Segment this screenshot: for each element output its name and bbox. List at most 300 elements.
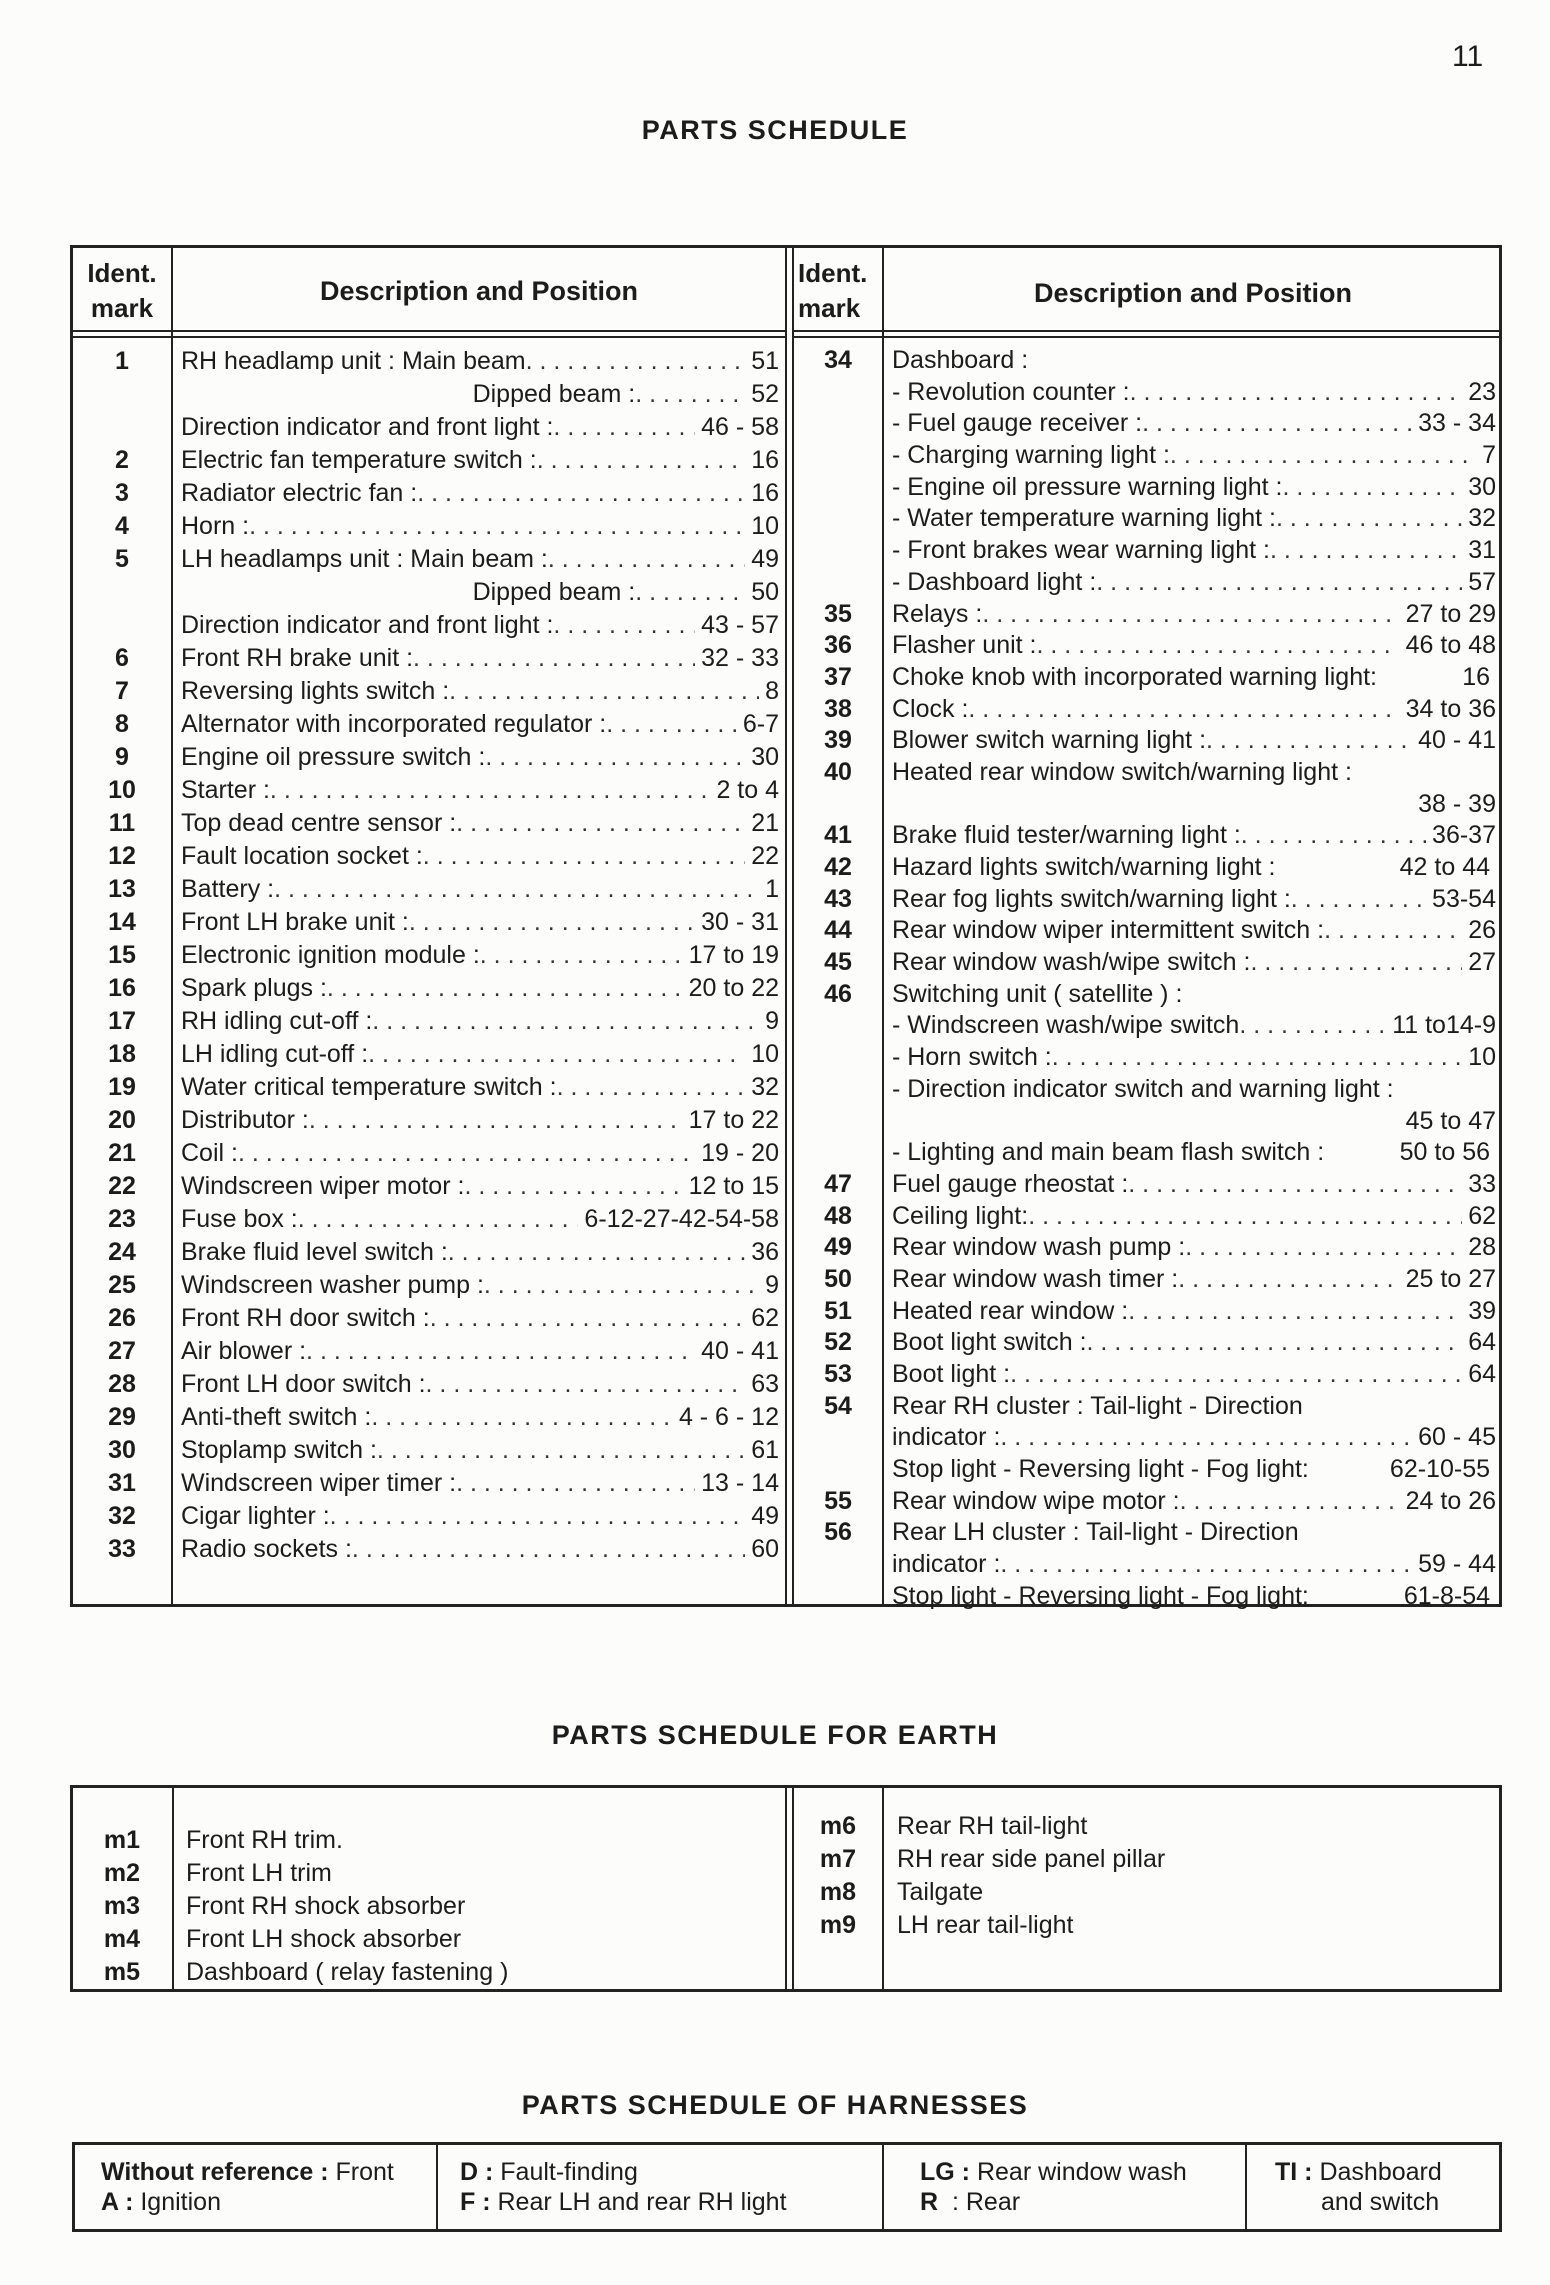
leader-dots — [485, 741, 745, 774]
ident-mark: 3 — [115, 479, 129, 507]
ident-mark: 33 — [108, 1535, 136, 1563]
ident-mark — [794, 472, 882, 504]
part-description: - Charging warning light : — [892, 441, 1170, 470]
ident-mark: 30 — [108, 1436, 136, 1464]
earth-location: Front LH shock absorber — [186, 1925, 462, 1953]
leader-dots — [548, 543, 745, 576]
leader-dots — [968, 694, 1399, 726]
earth-location: Front RH shock absorber — [186, 1892, 466, 1920]
schedule-row — [73, 1269, 785, 1302]
schedule-row — [73, 972, 785, 1005]
leader-dots — [413, 642, 695, 675]
earth-mark: m3 — [103, 1892, 141, 1920]
leader-dots — [1052, 1042, 1462, 1074]
leader-dots — [982, 599, 1399, 631]
schedule-row — [73, 576, 785, 609]
part-description: Front RH brake unit : — [181, 644, 414, 672]
ident-mark: 11 — [108, 809, 136, 837]
earth-location: Front LH trim — [186, 1859, 332, 1887]
ident-mark: 12 — [108, 842, 136, 870]
schedule-row — [73, 1038, 785, 1071]
leader-dots — [327, 972, 683, 1005]
schedule-row — [794, 535, 1502, 567]
ident-mark: 40 — [824, 757, 852, 786]
part-description: Rear window wash/wipe switch : — [892, 948, 1251, 977]
page-reference: 20 to 22 — [688, 974, 779, 1002]
leader-dots — [1180, 1486, 1400, 1518]
schedule-row — [73, 1335, 785, 1368]
page-reference: 7 — [1482, 441, 1496, 470]
page-reference: 34 to 36 — [1405, 694, 1496, 723]
left-description-header: Description and Position — [319, 276, 639, 306]
page-reference: 13 - 14 — [701, 1469, 779, 1497]
ident-mark — [73, 411, 171, 444]
page-reference: 1 — [765, 875, 779, 903]
page-reference: 11 to14-9 — [1392, 1011, 1496, 1040]
ident-mark: 19 — [108, 1073, 136, 1101]
earth-row — [794, 1843, 1502, 1876]
schedule-row — [73, 1203, 785, 1236]
page-reference: 49 — [751, 1502, 779, 1530]
ident-mark: 22 — [108, 1172, 136, 1200]
leader-dots — [372, 1005, 759, 1038]
harness-key: Without reference : — [101, 2158, 329, 2186]
leader-dots — [1010, 1359, 1462, 1391]
leader-dots — [1241, 820, 1426, 852]
page-reference: 62 — [751, 1304, 779, 1332]
page-reference: 59 - 44 — [1418, 1550, 1496, 1579]
page-reference: 25 to 27 — [1405, 1264, 1496, 1293]
page-reference: 16 — [751, 446, 779, 474]
ident-mark: 4 — [115, 512, 129, 540]
part-description: Rear window wiper intermittent switch : — [892, 916, 1325, 945]
earth-mark: m5 — [103, 1958, 141, 1986]
earth-mark: m2 — [103, 1859, 141, 1887]
leader-dots — [409, 906, 695, 939]
leader-dots — [1170, 440, 1476, 472]
leader-dots — [1096, 567, 1462, 599]
leader-dots — [417, 477, 745, 510]
page-reference: 64 — [1468, 1328, 1496, 1357]
ident-mark: 27 — [108, 1337, 136, 1365]
schedule-row — [794, 1106, 1502, 1138]
schedule-row — [73, 1500, 785, 1533]
earth-row — [794, 1810, 1502, 1843]
page-reference: 62-10-55 — [1389, 1455, 1490, 1484]
leader-dots — [606, 708, 737, 741]
leader-dots — [1185, 1232, 1462, 1264]
page-reference: 40 - 41 — [1418, 726, 1496, 755]
page-reference: 45 to 47 — [1405, 1106, 1496, 1135]
ident-mark: 31 — [108, 1469, 136, 1497]
harness-key: LG : — [920, 2158, 970, 2186]
earth-location: RH rear side panel pillar — [897, 1845, 1166, 1873]
part-description: Radiator electric fan : — [181, 479, 418, 507]
ident-mark: 55 — [824, 1486, 852, 1515]
part-description: Heated rear window : — [892, 1296, 1129, 1325]
page-reference: 33 — [1468, 1169, 1496, 1198]
part-description: Air blower : — [181, 1337, 307, 1365]
ident-mark: 35 — [824, 599, 852, 628]
part-description: Choke knob with incorporated warning light: — [892, 662, 1377, 691]
schedule-row — [794, 884, 1502, 916]
schedule-row — [73, 642, 785, 675]
ident-mark: 14 — [108, 908, 136, 936]
part-description: - Engine oil pressure warning light : — [892, 472, 1283, 501]
part-description: Electronic ignition module : — [181, 941, 480, 969]
ident-mark: 56 — [824, 1518, 852, 1547]
part-description: Top dead centre sensor : — [181, 809, 457, 837]
ident-mark: 36 — [824, 631, 852, 660]
part-description: Cigar lighter : — [181, 1502, 330, 1530]
ident-mark — [794, 1454, 882, 1486]
part-description: LH idling cut-off : — [181, 1040, 369, 1068]
schedule-row — [794, 377, 1502, 409]
leader-dots — [1130, 377, 1463, 409]
ident-mark: 38 — [824, 694, 852, 723]
earth-location: Dashboard ( relay fastening ) — [186, 1958, 509, 1986]
page-reference: 63 — [751, 1370, 779, 1398]
part-description: Dipped beam : — [472, 380, 636, 408]
parts-schedule-table — [70, 245, 1502, 1610]
ident-mark — [794, 535, 882, 567]
part-description: Rear window wipe motor : — [892, 1486, 1180, 1515]
ident-mark: 16 — [108, 974, 136, 1002]
leader-dots — [635, 576, 745, 609]
earth-mark: m9 — [819, 1911, 857, 1939]
ident-mark: 18 — [108, 1040, 136, 1068]
part-description: Windscreen wiper motor : — [181, 1172, 465, 1200]
earth-row — [73, 1890, 785, 1923]
schedule-row — [73, 609, 785, 642]
schedule-row — [794, 503, 1502, 535]
ident-mark — [794, 1422, 882, 1454]
leader-dots — [1239, 1010, 1386, 1042]
page-reference: 53-54 — [1432, 884, 1496, 913]
schedule-row — [73, 345, 785, 378]
schedule-row — [794, 567, 1502, 599]
ident-mark: 54 — [824, 1391, 852, 1420]
left-rows — [73, 345, 785, 1566]
harness-key: TI : — [1275, 2158, 1313, 2186]
leader-dots — [274, 873, 759, 906]
leader-dots — [456, 1467, 695, 1500]
schedule-row — [73, 411, 785, 444]
part-description: - Front brakes wear warning light : — [892, 536, 1270, 565]
schedule-row — [73, 873, 785, 906]
part-description: Coil : — [181, 1139, 238, 1167]
schedule-row — [73, 1236, 785, 1269]
ident-mark — [794, 789, 882, 821]
part-description: - Direction indicator switch and warning light : — [892, 1074, 1394, 1103]
schedule-row — [794, 1169, 1502, 1201]
schedule-row — [794, 1201, 1502, 1233]
ident-mark — [73, 609, 171, 642]
schedule-row — [73, 774, 785, 807]
page-reference: 9 — [765, 1271, 779, 1299]
right-ident-header: Ident. mark — [798, 258, 868, 323]
part-description: - Revolution counter : — [892, 377, 1130, 406]
leader-dots — [526, 345, 746, 378]
leader-dots — [1128, 1169, 1462, 1201]
part-description: RH idling cut-off : — [181, 1007, 373, 1035]
earth-row — [794, 1909, 1502, 1942]
part-description: Rear window wash pump : — [892, 1233, 1186, 1262]
part-description: - Horn switch : — [892, 1043, 1052, 1072]
page-reference: 61 — [751, 1436, 779, 1464]
ident-mark: 13 — [108, 875, 136, 903]
page-reference: 6-7 — [742, 710, 779, 738]
page-reference: 19 - 20 — [701, 1139, 779, 1167]
part-description: Boot light : — [892, 1360, 1011, 1388]
harness-cell-front-ignition — [101, 2145, 431, 2229]
part-description: Stop light - Reversing light - Fog light: — [892, 1581, 1309, 1610]
ident-mark — [794, 408, 882, 440]
page-reference: 40 - 41 — [701, 1337, 779, 1365]
page-reference: 50 — [751, 578, 779, 606]
schedule-row — [73, 1302, 785, 1335]
leader-dots — [553, 609, 695, 642]
leader-dots — [1087, 1327, 1463, 1359]
part-description: - Lighting and main beam flash switch : — [892, 1138, 1325, 1167]
ident-mark: 6 — [115, 644, 129, 672]
part-description: Ceiling light: — [892, 1201, 1029, 1230]
schedule-row — [794, 947, 1502, 979]
leader-dots — [537, 444, 745, 477]
part-description: Rear RH cluster : Tail-light - Direction — [892, 1391, 1303, 1420]
earth-mark: m6 — [819, 1812, 857, 1840]
part-description: Fuel gauge rheostat : — [892, 1169, 1129, 1198]
part-description: Electric fan temperature switch : — [181, 446, 537, 474]
schedule-row — [794, 1010, 1502, 1042]
harness-key: R — [920, 2188, 939, 2216]
part-description: Rear LH cluster : Tail-light - Direction — [892, 1518, 1299, 1547]
schedule-row — [73, 1104, 785, 1137]
leader-dots — [1000, 1422, 1412, 1454]
page-reference: 30 - 31 — [701, 908, 779, 936]
part-description: Engine oil pressure switch : — [181, 743, 486, 771]
schedule-row — [794, 725, 1502, 757]
part-description: Distributor : — [181, 1106, 309, 1134]
leader-dots — [553, 411, 695, 444]
harness-value: Ignition — [140, 2188, 221, 2216]
leader-dots — [1028, 1201, 1462, 1233]
leader-dots — [426, 1368, 746, 1401]
ident-mark: 24 — [108, 1238, 136, 1266]
part-description: Brake fluid tester/warning light : — [892, 821, 1241, 850]
left-ident-header: Ident. mark — [87, 258, 157, 323]
earth-row — [73, 1923, 785, 1956]
page-reference: 17 to 19 — [688, 941, 779, 969]
schedule-row — [73, 675, 785, 708]
earth-location: Rear RH tail-light — [897, 1812, 1088, 1840]
harness-value: Fault-finding — [500, 2158, 638, 2186]
ident-mark: 51 — [824, 1296, 852, 1325]
ident-mark: 17 — [108, 1007, 136, 1035]
schedule-row — [794, 1074, 1502, 1106]
ident-mark — [794, 1137, 882, 1169]
page-reference: 12 to 15 — [688, 1172, 779, 1200]
page-reference: 57 — [1468, 567, 1496, 596]
part-description: Radio sockets : — [181, 1535, 352, 1563]
ident-mark: 25 — [108, 1271, 136, 1299]
ident-mark — [794, 1106, 882, 1138]
harness-schedule-table — [72, 2142, 1502, 2232]
leader-dots — [1282, 472, 1462, 504]
schedule-row — [794, 1422, 1502, 1454]
schedule-row — [794, 630, 1502, 662]
ident-mark — [794, 1549, 882, 1581]
schedule-row — [794, 1042, 1502, 1074]
part-description: Fault location socket : — [181, 842, 423, 870]
ident-mark — [73, 576, 171, 609]
page-reference: 27 — [1468, 948, 1496, 977]
part-description: - Windscreen wash/wipe switch — [892, 1011, 1240, 1040]
schedule-row — [794, 1581, 1502, 1613]
leader-dots — [1270, 535, 1462, 567]
part-description: Windscreen wiper timer : — [181, 1469, 457, 1497]
schedule-row — [794, 472, 1502, 504]
ident-mark — [794, 377, 882, 409]
page-reference: 64 — [1468, 1360, 1496, 1388]
ident-mark — [794, 503, 882, 535]
page-reference: 24 to 26 — [1405, 1486, 1496, 1515]
part-description: Dipped beam : — [472, 578, 636, 606]
page-reference: 52 — [751, 380, 779, 408]
harness-schedule-title: PARTS SCHEDULE OF HARNESSES — [521, 2090, 1029, 2120]
page-reference: 30 — [1468, 472, 1496, 501]
page-reference: 33 - 34 — [1418, 409, 1496, 438]
leader-dots — [1000, 1549, 1412, 1581]
part-description: - Fuel gauge receiver : — [892, 409, 1143, 438]
schedule-row — [73, 1533, 785, 1566]
schedule-row — [794, 915, 1502, 947]
earth-right-rows — [794, 1810, 1502, 1942]
ident-mark: 5 — [115, 545, 129, 573]
harness-cell-rear-wash — [920, 2145, 1240, 2229]
page-reference: 61-8-54 — [1403, 1581, 1490, 1610]
parts-schedule-title: PARTS SCHEDULE — [641, 115, 909, 145]
part-description: Flasher unit : — [892, 631, 1037, 660]
harness-value: Rear window wash — [976, 2158, 1187, 2186]
part-description: Direction indicator and front light : — [181, 413, 554, 441]
page-reference: 23 — [1468, 377, 1496, 406]
part-description: indicator : — [892, 1550, 1001, 1579]
part-description: Relays : — [892, 599, 983, 628]
schedule-row — [73, 1071, 785, 1104]
part-description: Horn : — [181, 512, 250, 540]
part-description: Front LH door switch : — [181, 1370, 426, 1398]
leader-dots — [371, 1401, 673, 1434]
schedule-row — [73, 1401, 785, 1434]
ident-mark: 48 — [824, 1201, 852, 1230]
page-reference: 4 - 6 - 12 — [678, 1403, 779, 1431]
leader-dots — [249, 510, 745, 543]
part-description: Alternator with incorporated regulator : — [181, 710, 607, 738]
schedule-row — [73, 378, 785, 411]
page-reference: 22 — [751, 842, 779, 870]
schedule-row — [73, 444, 785, 477]
schedule-row — [794, 1264, 1502, 1296]
harness-key: A : — [101, 2188, 134, 2216]
part-description: Spark plugs : — [181, 974, 327, 1002]
page-reference: 6-12-27-42-54-58 — [584, 1205, 779, 1233]
schedule-row — [73, 543, 785, 576]
schedule-row — [794, 1549, 1502, 1581]
ident-mark: 52 — [824, 1328, 852, 1357]
schedule-row — [794, 1359, 1502, 1391]
leader-dots — [448, 1236, 745, 1269]
earth-schedule-table — [70, 1785, 1502, 1992]
harness-cell-fault-finding — [460, 2145, 880, 2229]
part-description: Switching unit ( satellite ) : — [892, 979, 1183, 1008]
leader-dots — [1128, 1296, 1462, 1328]
page-reference: 36 — [751, 1238, 779, 1266]
leader-dots — [306, 1335, 695, 1368]
ident-mark: 15 — [108, 941, 136, 969]
page-reference: 16 — [1462, 662, 1490, 691]
schedule-row — [794, 1327, 1502, 1359]
earth-row — [794, 1876, 1502, 1909]
earth-schedule-title: PARTS SCHEDULE FOR EARTH — [551, 1720, 999, 1750]
schedule-row — [794, 599, 1502, 631]
schedule-row — [73, 939, 785, 972]
leader-dots — [1324, 915, 1462, 947]
part-description: Rear fog lights switch/warning light : — [892, 884, 1291, 913]
part-description: LH headlamps unit : Main beam : — [181, 545, 548, 573]
harness-value: Front — [335, 2158, 394, 2186]
page-reference: 39 — [1468, 1296, 1496, 1325]
schedule-row — [73, 477, 785, 510]
part-description: Battery : — [181, 875, 275, 903]
earth-location: Tailgate — [897, 1878, 984, 1906]
part-description: Front RH door switch : — [181, 1304, 430, 1332]
schedule-row — [794, 757, 1502, 789]
leader-dots — [238, 1137, 695, 1170]
part-description: - Water temperature warning light : — [892, 504, 1276, 533]
part-description: Blower switch warning light : — [892, 726, 1207, 755]
schedule-row — [794, 1137, 1502, 1169]
ident-mark: 53 — [824, 1360, 852, 1388]
schedule-row — [73, 510, 785, 543]
ident-mark: 8 — [115, 710, 129, 738]
part-description: indicator : — [892, 1423, 1001, 1452]
ident-mark — [794, 1074, 882, 1106]
ident-mark: 23 — [108, 1205, 136, 1233]
schedule-row — [73, 807, 785, 840]
leader-dots — [456, 807, 745, 840]
page-reference: 8 — [765, 677, 779, 705]
ident-mark: 9 — [115, 743, 129, 771]
ident-mark: 45 — [824, 948, 852, 977]
leader-dots — [635, 378, 745, 411]
ident-mark: 43 — [824, 884, 852, 913]
leader-dots — [1206, 725, 1412, 757]
page-reference: 32 — [751, 1073, 779, 1101]
schedule-row — [794, 1296, 1502, 1328]
schedule-row — [794, 662, 1502, 694]
schedule-row — [794, 1517, 1502, 1549]
earth-location: Front RH trim. — [186, 1826, 343, 1854]
page-reference: 43 - 57 — [701, 611, 779, 639]
earth-row — [73, 1824, 785, 1857]
part-description: Direction indicator and front light : — [181, 611, 554, 639]
ident-mark: 20 — [108, 1106, 136, 1134]
page-reference: 16 — [751, 479, 779, 507]
part-description: Clock : — [892, 694, 969, 723]
page-reference: 49 — [751, 545, 779, 573]
harness-value: Dashboard — [1319, 2158, 1442, 2186]
